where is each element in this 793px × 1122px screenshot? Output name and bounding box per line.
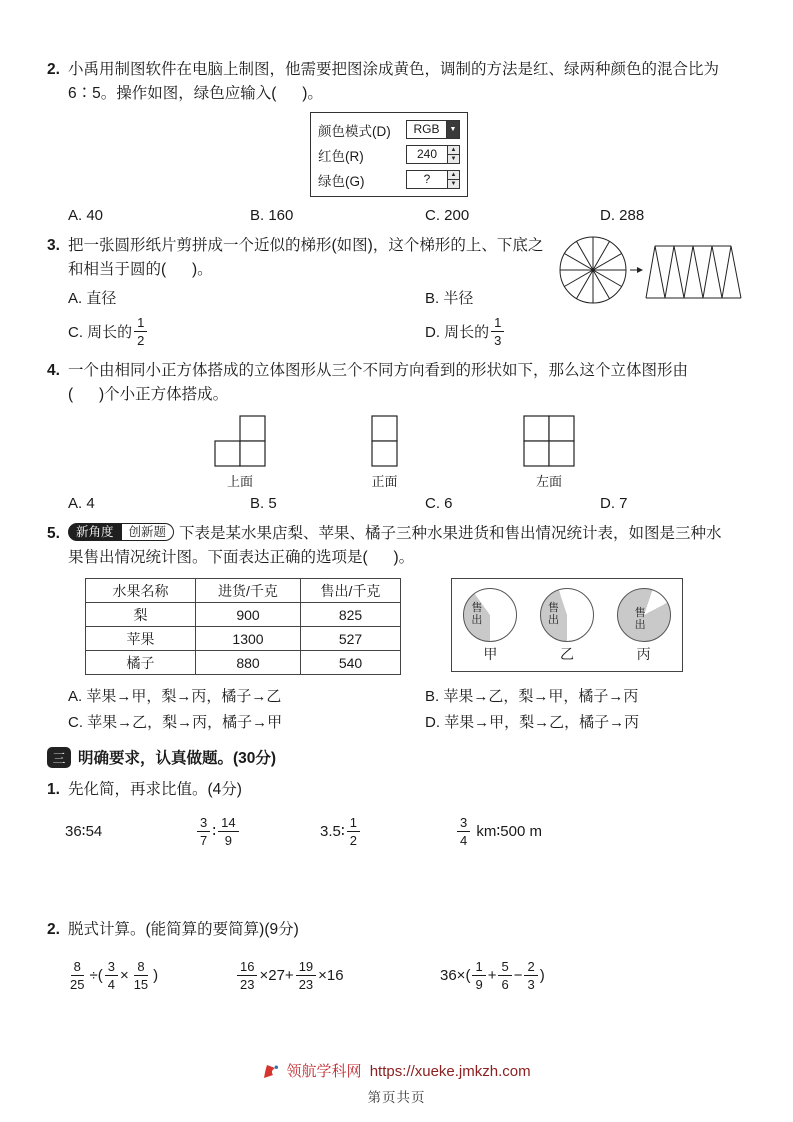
trapezoid-of-sectors xyxy=(646,246,741,298)
color-mode-label: 颜色模式(D) xyxy=(318,123,391,139)
table-cell: 825 xyxy=(301,603,401,627)
option-c xyxy=(68,315,425,348)
math-text: − xyxy=(513,966,523,984)
left-view-drawing xyxy=(522,415,576,468)
math-text: + xyxy=(487,966,497,984)
math-text: 36∶54 xyxy=(65,823,103,840)
top-view-figure xyxy=(213,415,267,490)
color-mode-dropdown xyxy=(406,120,460,139)
question-5 xyxy=(47,522,745,732)
spinner-down-icon: ▼ xyxy=(448,154,459,163)
calculation-items xyxy=(47,954,745,996)
subquestion-2-number: 2. xyxy=(47,921,60,938)
pie-jia xyxy=(463,588,517,642)
fraction: $\frac{8}{15}$ xyxy=(133,958,149,992)
page-footer xyxy=(0,1060,793,1106)
math-text: ÷( xyxy=(89,966,103,984)
math-text: km∶500 m xyxy=(472,823,542,840)
spinner-buttons xyxy=(447,171,459,188)
question-5-line-1 xyxy=(47,522,745,546)
fraction: $\frac{3}{4}$ xyxy=(457,815,470,848)
table-header-cell: 进货/千克 xyxy=(196,579,301,603)
calculation-question xyxy=(47,918,745,996)
front-view-label: 正面 xyxy=(371,474,398,489)
option-b: B. 苹果→乙，梨→甲，橘子→丙 xyxy=(425,688,639,705)
front-view-figure xyxy=(370,415,399,490)
question-5-figures xyxy=(85,578,745,675)
page-number: 第页共页 xyxy=(367,1090,426,1105)
circle-sectors-figure xyxy=(545,232,745,308)
math-text: ) xyxy=(153,966,159,984)
math-text: ) xyxy=(539,966,545,984)
fraction: $\frac{1}{9}$ xyxy=(472,959,485,992)
option-a: A. 4 xyxy=(68,495,95,512)
arrow-icon xyxy=(630,267,643,273)
color-picker-dialog xyxy=(310,112,468,197)
section-3-title: 明确要求，认真做题。(30分) xyxy=(78,750,277,767)
calc-item-2 xyxy=(235,959,440,992)
question-2-line-2: 6∶5。操作如图，绿色应输入( )。 xyxy=(68,85,323,102)
spinner-up-icon: ▲ xyxy=(448,171,459,179)
three-views-figure xyxy=(47,415,745,490)
red-label: 红色(R) xyxy=(318,148,364,164)
pie-chart-bing xyxy=(617,588,671,664)
chevron-down-icon: ▼ xyxy=(446,121,459,138)
pie-name-yi: 乙 xyxy=(559,646,574,662)
option-b: B. 半径 xyxy=(425,290,474,307)
table-header-cell: 售出/千克 xyxy=(301,579,401,603)
spinner-down-icon: ▼ xyxy=(448,179,459,188)
green-label: 绿色(G) xyxy=(318,173,365,189)
table-cell: 540 xyxy=(301,651,401,675)
question-4-line-2: ( )个小正方体搭成。 xyxy=(68,386,229,403)
option-c: C. 6 xyxy=(425,495,453,512)
green-spinner xyxy=(406,170,460,189)
red-value: 240 xyxy=(416,147,438,161)
table-cell: 900 xyxy=(196,603,301,627)
table-cell: 880 xyxy=(196,651,301,675)
ratio-items xyxy=(47,810,745,852)
question-5-options-row-2 xyxy=(47,711,745,732)
option-d: D. 288 xyxy=(600,207,645,224)
question-4-text: 一个由相同小正方体搭成的立体图形从三个不同方向看到的形状如下，那么这个立体图形由 xyxy=(68,362,689,379)
option-c: C. 苹果→乙，梨→丙，橘子→甲 xyxy=(68,714,283,731)
question-3 xyxy=(47,234,745,349)
question-5-line-2: 果售出情况统计图。下面表达正确的选项是( )。 xyxy=(68,549,415,566)
fraction: $\frac{5}{6}$ xyxy=(498,959,511,992)
question-4-options xyxy=(47,495,745,512)
left-view-figure xyxy=(522,415,576,490)
pie-name-jia: 甲 xyxy=(483,646,498,662)
option-b: B. 5 xyxy=(250,495,277,512)
option-d: D. 苹果→甲，梨→乙，橘子→丙 xyxy=(425,714,640,731)
math-text: 36×( xyxy=(440,966,471,984)
question-2 xyxy=(47,58,745,224)
math-text: × xyxy=(119,966,129,984)
fraction: $\frac{3}{7}$ xyxy=(197,815,210,848)
table-header-row xyxy=(86,579,401,603)
sold-label: 售出 xyxy=(471,602,483,626)
fraction: $\frac{1}{2}$ xyxy=(134,315,147,348)
fruit-stats-table xyxy=(85,578,401,675)
question-5-text: 下表是某水果店梨、苹果、橘子三种水果进货和售出情况统计表，如图是三种水 xyxy=(179,525,722,542)
badge-innovation: 创新题 xyxy=(122,523,175,541)
question-2-options xyxy=(47,207,745,224)
math-text: D. 周长的 xyxy=(425,323,490,341)
left-view-label: 左面 xyxy=(535,474,562,489)
option-c: C. 200 xyxy=(425,207,470,224)
table-cell: 1300 xyxy=(196,627,301,651)
spinner-up-icon: ▲ xyxy=(448,146,459,154)
section-3-header xyxy=(47,746,745,768)
fraction: $\frac{8}{25}$ xyxy=(70,958,85,992)
option-b: B. 160 xyxy=(250,207,294,224)
green-value: ? xyxy=(423,172,431,186)
front-view-drawing xyxy=(370,415,399,468)
math-text: ×27+ xyxy=(259,966,294,984)
table-cell: 527 xyxy=(301,627,401,651)
question-4 xyxy=(47,359,745,512)
math-text: ×16 xyxy=(318,966,344,984)
fraction: $\frac{2}{3}$ xyxy=(524,959,537,992)
math-text: ∶ xyxy=(212,823,217,840)
ratio-item-2 xyxy=(195,815,320,848)
footer-brand-line xyxy=(0,1060,793,1081)
red-spinner xyxy=(406,145,460,164)
table-row xyxy=(86,627,401,651)
table-row xyxy=(86,651,401,675)
question-5-number: 5. xyxy=(47,525,60,542)
question-3-line-2: 和相当于圆的( )。 xyxy=(68,261,213,278)
option-a: A. 苹果→甲，梨→丙，橘子→乙 xyxy=(68,688,282,705)
subquestion-2-text: 脱式计算。(能简算的要简算)(9分) xyxy=(68,921,299,938)
subquestion-1-number: 1. xyxy=(47,781,60,798)
sold-label: 售出 xyxy=(547,602,559,626)
pie-charts-figure xyxy=(451,578,683,672)
dialog-row-color-mode xyxy=(318,117,460,142)
subquestion-2-title xyxy=(47,918,745,942)
color-mode-value: RGB xyxy=(413,122,440,136)
question-4-line-1 xyxy=(47,359,745,383)
table-cell: 苹果 xyxy=(86,627,196,651)
question-tag-badge xyxy=(68,523,174,541)
badge-new-angle: 新角度 xyxy=(68,523,122,541)
math-text: 3.5∶ xyxy=(320,823,345,840)
simplify-ratio-question xyxy=(47,778,745,852)
option-d xyxy=(425,315,745,348)
ratio-item-1 xyxy=(65,822,195,840)
ratio-item-3 xyxy=(320,815,455,848)
subquestion-1-text: 先化简，再求比值。(4分) xyxy=(68,781,242,798)
question-3-text: 把一张圆形纸片剪拼成一个近似的梯形(如图)，这个梯形的上、下底之 xyxy=(68,237,544,254)
pie-bing xyxy=(617,588,671,642)
circle-to-trapezoid-figure xyxy=(545,232,745,313)
fraction: $\frac{19}{23}$ xyxy=(296,959,316,992)
calc-item-3 xyxy=(440,959,745,992)
spinner-buttons xyxy=(447,146,459,163)
question-5-options-row-1 xyxy=(47,685,745,706)
pie-name-bing: 丙 xyxy=(636,646,651,662)
sold-label: 售出 xyxy=(634,607,646,631)
question-4-number: 4. xyxy=(47,362,60,379)
site-url: https://xueke.jmkzh.com xyxy=(369,1063,531,1080)
fraction: $\frac{3}{4}$ xyxy=(105,959,118,992)
table-header-cell: 水果名称 xyxy=(86,579,196,603)
option-d: D. 7 xyxy=(600,495,628,512)
calc-item-1 xyxy=(65,959,235,992)
question-3-options-row-2 xyxy=(47,313,745,349)
pie-chart-jia xyxy=(463,588,517,664)
math-text: C. 周长的 xyxy=(68,323,133,341)
subquestion-1-title xyxy=(47,778,745,802)
dialog-row-green xyxy=(318,167,460,192)
table-cell: 梨 xyxy=(86,603,196,627)
question-2-number: 2. xyxy=(47,61,60,78)
option-a: A. 直径 xyxy=(68,290,117,307)
question-2-text: 小禹用制图软件在电脑上制图，他需要把图涂成黄色，调制的方法是红、绿两种颜色的混合比为 xyxy=(68,61,720,78)
site-name: 领航学科网 xyxy=(286,1063,362,1080)
fraction: $\frac{1}{2}$ xyxy=(347,815,360,848)
site-logo-icon xyxy=(262,1064,279,1079)
dialog-row-red xyxy=(318,142,460,167)
top-view-drawing xyxy=(213,415,267,468)
fraction: $\frac{14}{9}$ xyxy=(218,815,238,848)
fraction: $\frac{1}{3}$ xyxy=(491,315,504,348)
question-2-line-1 xyxy=(47,58,745,82)
option-a: A. 40 xyxy=(68,207,104,224)
table-cell: 橘子 xyxy=(86,651,196,675)
table-row xyxy=(86,603,401,627)
question-3-number: 3. xyxy=(47,237,60,254)
pie-chart-yi xyxy=(540,588,594,664)
section-3-icon: 三 xyxy=(47,747,71,768)
fraction: $\frac{16}{23}$ xyxy=(237,959,257,992)
pie-yi xyxy=(540,588,594,642)
ratio-item-4 xyxy=(455,815,745,848)
top-view-label: 上面 xyxy=(226,474,253,489)
